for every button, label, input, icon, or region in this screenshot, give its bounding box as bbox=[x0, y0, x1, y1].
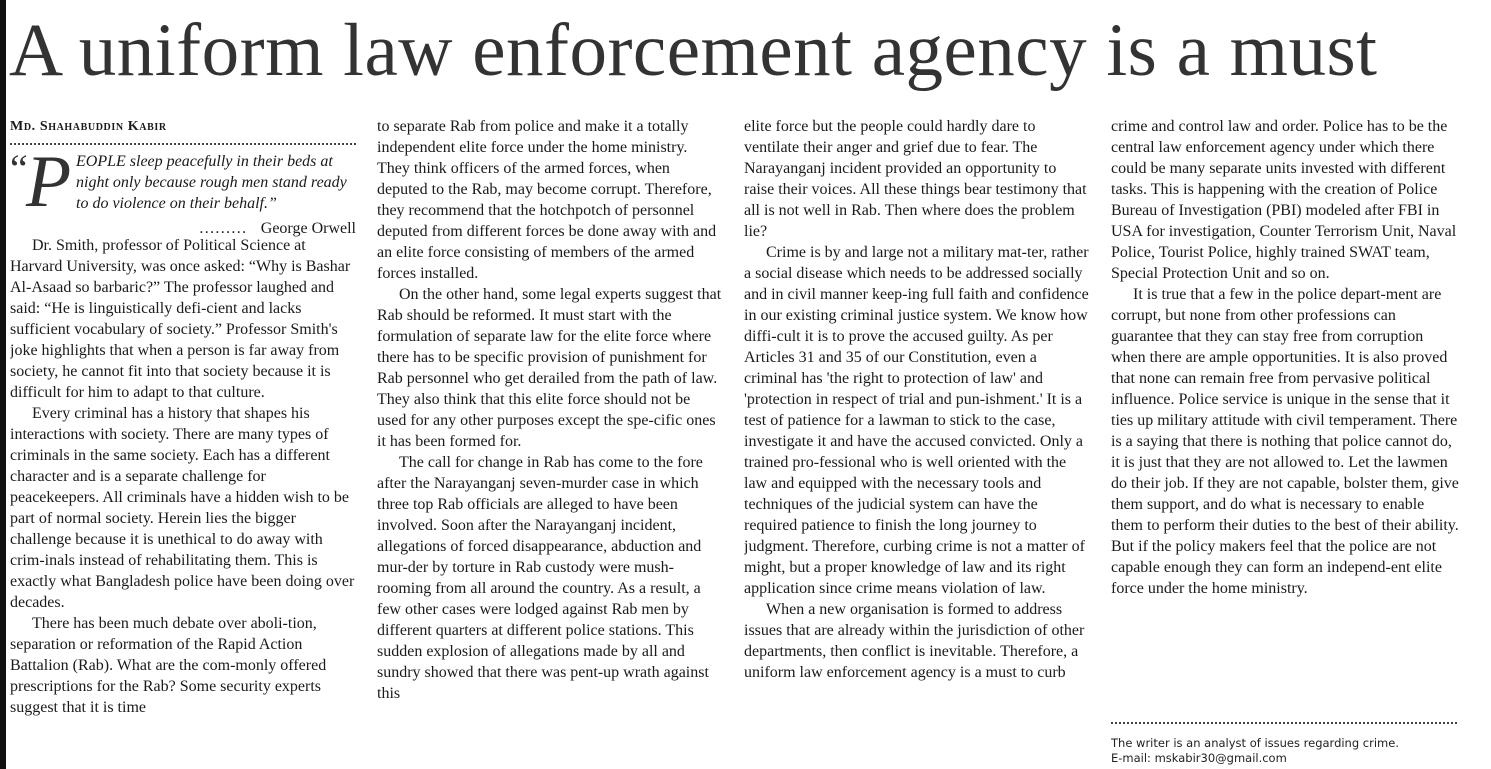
epigraph-attribution bbox=[199, 218, 356, 239]
article-paragraph: On the other hand, some legal experts suggest that Rab should be reformed. It must start with the formulation of separate law for the elite force where there has to be specific provision of punishment for Rab personnel who get derailed from the path of law. They also think that this elite force should not be used for any other purposes except the spe-cific ones it has been formed for. bbox=[377, 286, 722, 450]
article-column-1 bbox=[10, 116, 356, 769]
left-margin-rule bbox=[0, 0, 6, 769]
attribution-dots: ……… bbox=[198, 220, 247, 237]
column-3-body bbox=[744, 116, 1090, 683]
open-quote-mark: “ bbox=[10, 146, 28, 191]
column-4-body bbox=[1111, 116, 1459, 599]
article-paragraph: to separate Rab from police and make it a totally independent elite force under the home ministry. They think officers of the armed forces, when deputed to the Rab, may become corrupt. Therefore, they recommend that the hotchpotch of personnel deputed from different forces be done away with and an elite force consisting of members of the armed forces installed. bbox=[377, 118, 717, 282]
author-email: E-mail: mskabir30@gmail.com bbox=[1111, 751, 1287, 765]
byline: Md. Shahabuddin Kabir bbox=[10, 119, 167, 134]
article-paragraph: elite force but the people could hardly dare to ventilate their anger and grief due to fear. The Narayanganj incident provided an opportunity to raise their voices. All these things bear testimony that all is not well in Rab. Then where does the problem lie? bbox=[744, 118, 1087, 240]
epigraph bbox=[10, 141, 356, 237]
article-paragraph: Every criminal has a history that shapes his interactions with society. There are many types of criminals in the same society. Each has a different character and is a separate challenge for peacekeepers. All criminals have a hidden wish to be part of normal society. Herein lies the bigger challenge because it is unethical to do away with crim-inals instead of rehabilitating them. This is exactly what Bangladesh police have been doing over decades. bbox=[10, 405, 355, 611]
article-paragraph: crime and control law and order. Police has to be the central law enforcement agency under which there could be many separate units invested with different tasks. This is happening with the creation of Police Bureau of Investigation (PBI) modeled after FBI in USA for investigation, Counter Terrorism Unit, Naval Police, Tourist Police, highly trained SWAT team, Special Protection Unit and so on. bbox=[1111, 118, 1457, 282]
article-paragraph: When a new organisation is formed to address issues that are already within the jurisdiction of other departments, then conflict is inevitable. Therefore, a uniform law enforcement agency is a must to curb bbox=[744, 601, 1085, 681]
article-paragraph: Crime is by and large not a military mat-ter, rather a social disease which needs to be addressed socially and in civil manner keep-ing full faith and confidence in our existing criminal justice system. We know how diffi-cult it is to prove the accused guilty. As per Articles 31 and 35 of our Constitution, even a criminal has 'the right to protection of law' and 'protection in respect of trial and pun-ishment.' It is a test of patience for a lawman to stick to the case, investigate it and have the accused convicted. Only a trained pro-fessional who is well oriented with the law and equipped with the necessary tools and techniques of the judicial system can have the required patience to finish the long journey to judgment. Therefore, curbing crime is not a matter of might, but a proper knowledge of law and its right application since crime means violation of law. bbox=[744, 244, 1089, 597]
article-paragraph: The call for change in Rab has come to the fore after the Narayanganj seven-murder case in which three top Rab officials are alleged to have been involved. Soon after the Narayanganj incident, allegations of forced disappearance, abduction and mur-der by torture in Rab custody were mush-rooming from all around the country. As a result, a few other cases were lodged against Rab men by different quarters at different police stations. This sudden explosion of allegations made by all and sundry showed that there was pent-up wrath against this bbox=[377, 454, 709, 702]
epigraph-body: sleep peacefully in their beds at night only because rough men stand ready to do violence on their behalf.” bbox=[76, 153, 347, 212]
column-1-body bbox=[10, 235, 356, 718]
article-column-4 bbox=[1111, 116, 1459, 769]
column-2-body bbox=[377, 116, 723, 704]
epigraph-text bbox=[76, 151, 356, 214]
article-paragraph: There has been much debate over aboli-tion, separation or reformation of the Rapid Action Battalion (Rab). What are the com-monly offered prescriptions for the Rab? Some security experts suggest that it is time bbox=[10, 615, 327, 716]
headline: A uniform law enforcement agency is a must bbox=[9, 9, 1378, 92]
footer-divider bbox=[1111, 722, 1457, 724]
article-column-2 bbox=[377, 116, 723, 769]
article-paragraph: It is true that a few in the police depart-ment are corrupt, but none from other professions can guarantee that they can stay free from corruption when there are ample opportunities. It is also proved that none can remain free from pervasive political influence. Police service is unique in the sense that it ties up military attitude with civil temperament. There is a saying that there is nothing that police cannot do, it is just that they are not allowed to. Let the lawmen do their job. If they are not capable, bolster them, give them support, and do what is necessary to enable them to perform their duties to the best of their ability. But if the policy makers feel that the police are not capable enough they can form an independ-ent elite force under the home ministry. bbox=[1111, 286, 1459, 597]
drop-cap: P bbox=[26, 141, 72, 223]
author-bio: The writer is an analyst of issues regarding crime. bbox=[1111, 736, 1399, 750]
article-column-3 bbox=[744, 116, 1090, 769]
epigraph-lead: EOPLE bbox=[76, 153, 126, 170]
attribution-name: George Orwell bbox=[260, 220, 356, 237]
article-paragraph: Dr. Smith, professor of Political Science at Harvard University, was once asked: “Why is Bashar Al-Asaad so barbaric?” The professor laughed and said: “He is linguistically defi-cient and lacks sufficient vocabulary of society.” Professor Smith's joke highlights that when a person is far away from society, he cannot fit into that society because it is difficult for him to adapt to that culture. bbox=[10, 237, 351, 401]
